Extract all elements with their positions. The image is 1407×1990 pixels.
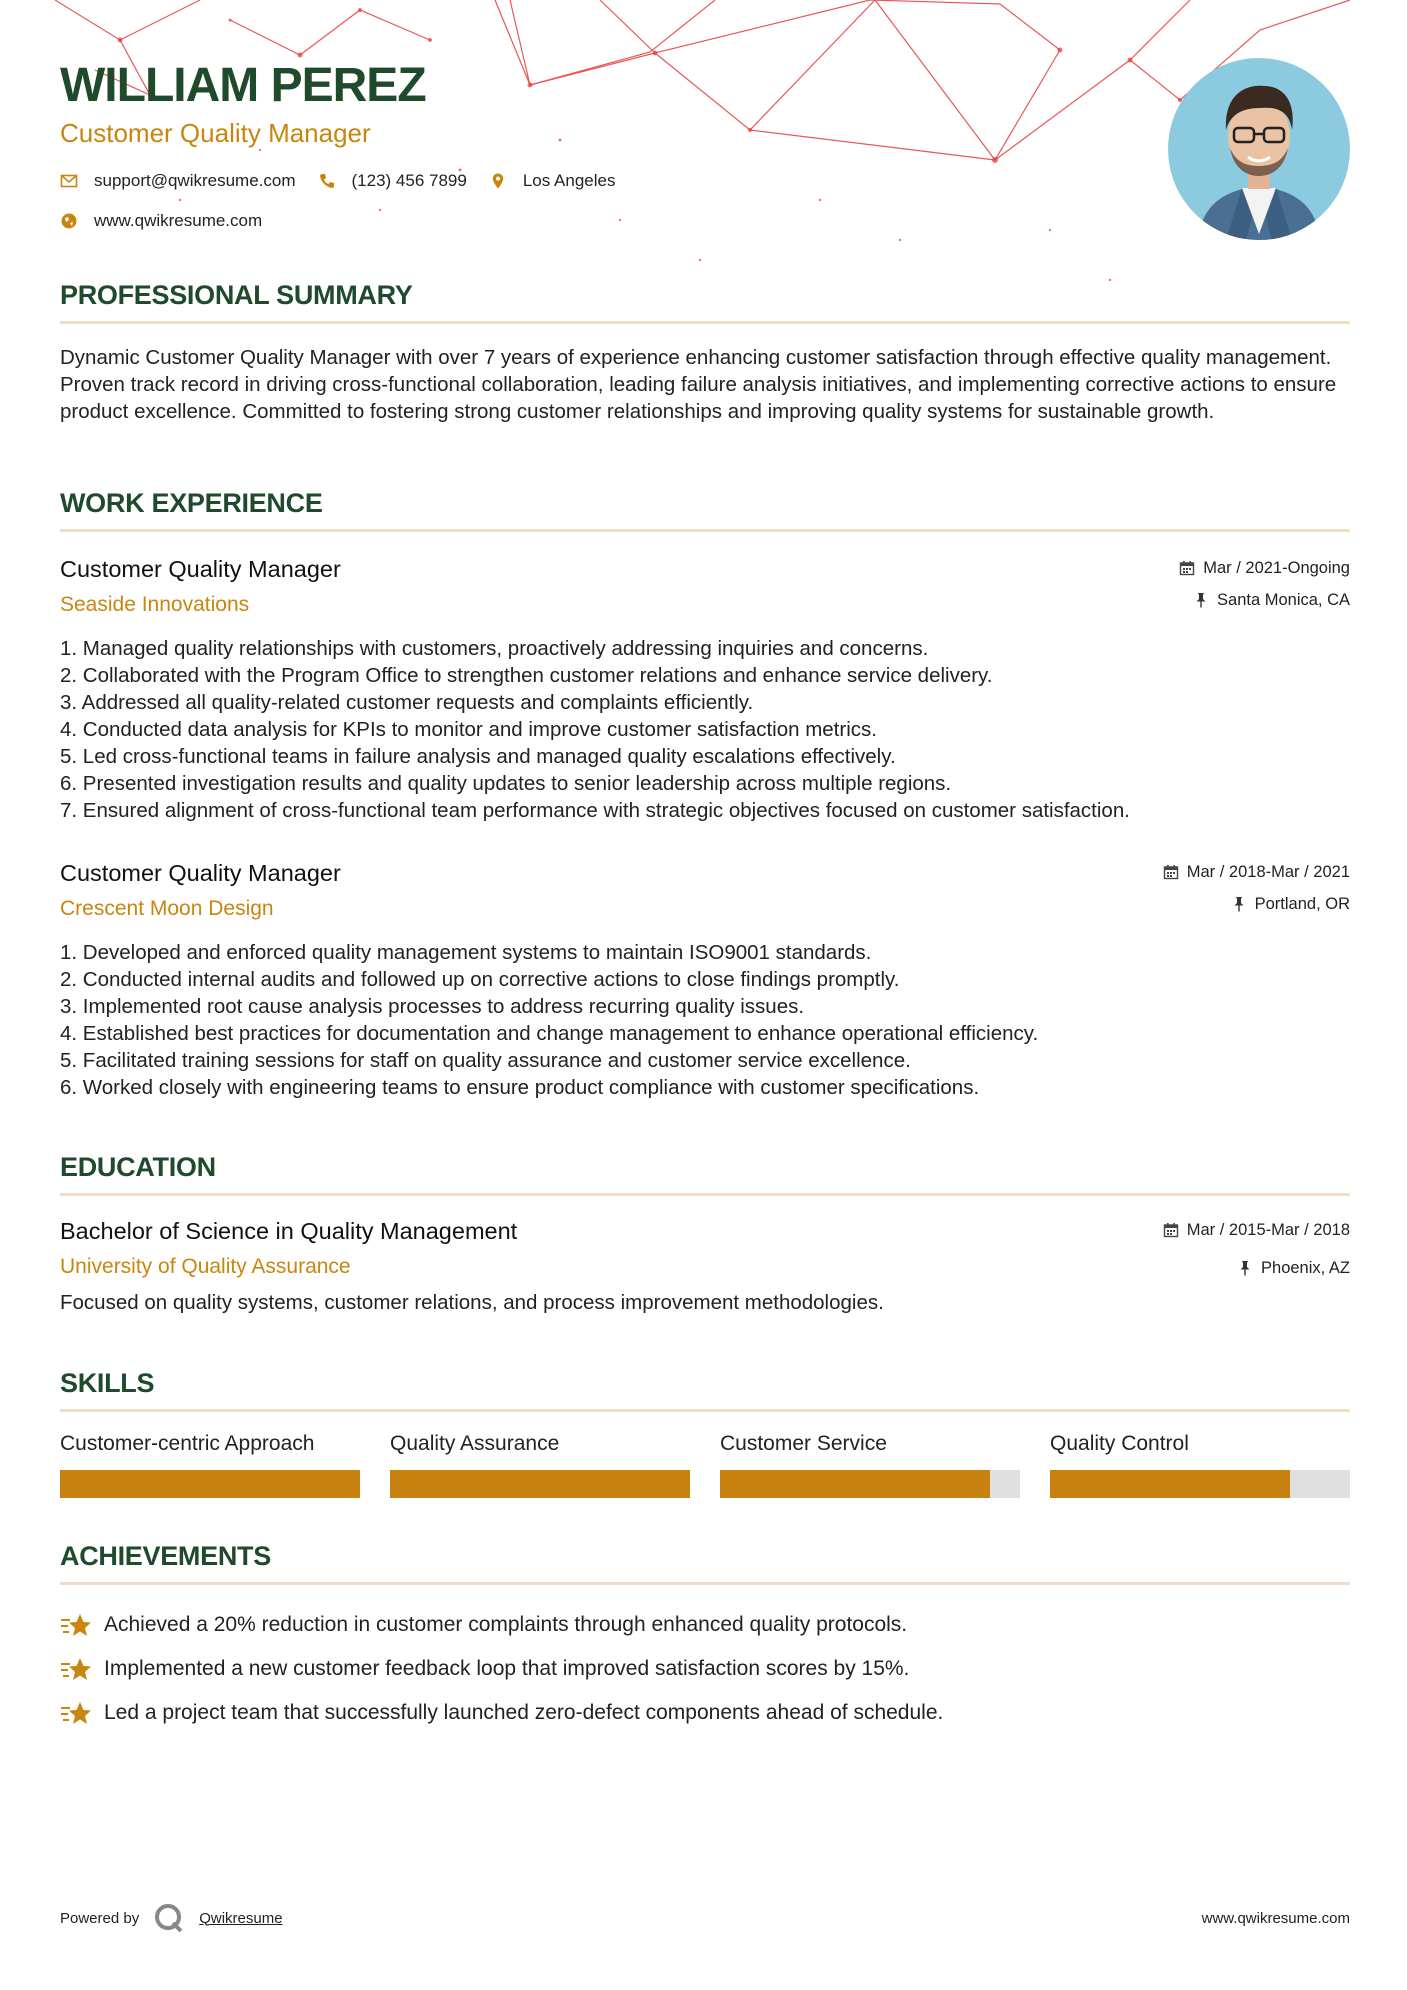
skill-bar — [60, 1470, 360, 1498]
skill-label: Customer Service — [720, 1432, 887, 1455]
education-entry — [60, 1218, 1350, 1315]
job-location — [1163, 894, 1350, 914]
job-title: Customer Quality Manager — [60, 556, 341, 582]
contact-email[interactable] — [60, 171, 296, 191]
job-company: Seaside Innovations — [60, 593, 250, 616]
powered-by-label: Powered by — [60, 1909, 140, 1927]
contact-location — [489, 171, 616, 191]
list-item: 5. Led cross-functional teams in failure analysis and managed quality escalations effectively. — [60, 745, 896, 768]
contact-phone[interactable] — [318, 171, 467, 191]
achievement-item — [60, 1691, 1350, 1735]
skill-bar — [1050, 1470, 1350, 1498]
candidate-role: Customer Quality Manager — [60, 118, 371, 148]
skill-bar-fill — [720, 1470, 990, 1498]
contact-website[interactable] — [60, 211, 262, 231]
list-item: 3. Implemented root cause analysis processes to address recurring quality issues. — [60, 995, 805, 1018]
skill-label: Customer-centric Approach — [60, 1432, 315, 1455]
contact-row-website — [60, 211, 1350, 231]
powered-by — [60, 1902, 283, 1934]
achievement-text: Achieved a 20% reduction in customer complaints through enhanced quality protocols. — [104, 1613, 908, 1636]
job-dates — [1163, 862, 1350, 882]
job-dates-text: Mar / 2021-Ongoing — [1203, 558, 1350, 577]
education-description: Focused on quality systems, customer relations, and process improvement methodologies. — [60, 1291, 884, 1314]
phone-icon — [318, 172, 336, 190]
star-achievement-icon — [60, 1655, 92, 1683]
avatar — [1168, 58, 1350, 240]
skills-heading: SKILLS — [60, 1368, 1350, 1412]
education-location-text: Phoenix, AZ — [1261, 1258, 1350, 1277]
list-item: 1. Managed quality relationships with customers, proactively addressing inquiries and concerns. — [60, 637, 929, 660]
summary-heading: PROFESSIONAL SUMMARY — [60, 280, 1350, 324]
job-location-text: Portland, OR — [1254, 894, 1350, 913]
footer-url[interactable]: www.qwikresume.com — [1201, 1909, 1350, 1927]
list-item: 6. Worked closely with engineering teams to ensure product compliance with customer specifications. — [60, 1076, 980, 1099]
list-item: 4. Established best practices for documentation and change management to enhance operational efficiency. — [60, 1022, 1039, 1045]
resume-header — [60, 60, 1350, 250]
job-duties — [60, 635, 1350, 824]
job-dates — [1179, 558, 1350, 578]
list-item: 4. Conducted data analysis for KPIs to monitor and improve customer satisfaction metrics. — [60, 718, 877, 741]
calendar-icon — [1179, 560, 1195, 576]
achievement-item — [60, 1603, 1350, 1647]
experience-heading: WORK EXPERIENCE — [60, 488, 1350, 532]
map-pin-icon — [489, 172, 507, 190]
degree-title: Bachelor of Science in Quality Management — [60, 1218, 518, 1244]
pushpin-icon — [1231, 896, 1247, 912]
summary-text: Dynamic Customer Quality Manager with over 7 years of experience enhancing customer satisfaction through effective quality management. Proven track record in driving cross-functional collaboration, leading failure analysis initiatives, and implementing corrective actions to ensure product excellence. Committed to fostering strong customer relationships and improving quality systems for sustainable growth. — [60, 346, 1337, 423]
candidate-name: WILLIAM PEREZ — [60, 59, 426, 112]
skill-bar — [720, 1470, 1020, 1498]
skill-item — [60, 1432, 360, 1498]
education-heading: EDUCATION — [60, 1152, 1350, 1196]
pushpin-icon — [1193, 592, 1209, 608]
skills-section — [60, 1368, 1350, 1498]
email-text: support@qwikresume.com — [94, 171, 296, 190]
education-location — [1163, 1258, 1350, 1278]
qwikresume-logo-icon — [153, 1902, 185, 1934]
job-entry — [60, 556, 1350, 824]
star-achievement-icon — [60, 1611, 92, 1639]
school-name: University of Quality Assurance — [60, 1255, 351, 1278]
list-item: 2. Conducted internal audits and followed up on corrective actions to close findings promptly. — [60, 968, 900, 991]
job-title: Customer Quality Manager — [60, 860, 341, 886]
skill-item — [720, 1432, 1020, 1498]
profile-photo — [1168, 58, 1350, 240]
skills-list — [60, 1432, 1350, 1498]
list-item: 1. Developed and enforced quality management systems to maintain ISO9001 standards. — [60, 941, 872, 964]
list-item: 2. Collaborated with the Program Office to strengthen customer relations and enhance service delivery. — [60, 664, 993, 687]
education-section — [60, 1152, 1350, 1315]
skill-item — [1050, 1432, 1350, 1498]
job-location-text: Santa Monica, CA — [1217, 590, 1350, 609]
achievement-text: Led a project team that successfully launched zero-defect components ahead of schedule. — [104, 1701, 944, 1724]
job-meta — [1179, 558, 1350, 610]
envelope-icon — [60, 172, 78, 190]
skill-bar — [390, 1470, 690, 1498]
calendar-icon — [1163, 864, 1179, 880]
achievements-heading: ACHIEVEMENTS — [60, 1541, 1350, 1585]
achievements-section — [60, 1541, 1350, 1735]
list-item: 7. Ensured alignment of cross-functional team performance with strategic objectives focused on customer satisfaction. — [60, 799, 1130, 822]
website-text: www.qwikresume.com — [94, 211, 263, 230]
calendar-icon — [1163, 1222, 1179, 1238]
summary-section — [60, 280, 1350, 425]
achievement-text: Implemented a new customer feedback loop that improved satisfaction scores by 15%. — [104, 1657, 910, 1680]
job-entry — [60, 860, 1350, 1101]
achievements-list — [60, 1603, 1350, 1735]
contact-row — [60, 171, 1350, 191]
education-dates — [1163, 1220, 1350, 1240]
job-company: Crescent Moon Design — [60, 897, 274, 920]
job-location — [1179, 590, 1350, 610]
education-meta — [1163, 1220, 1350, 1278]
footer — [60, 1898, 1350, 1938]
achievement-item — [60, 1647, 1350, 1691]
job-dates-text: Mar / 2018-Mar / 2021 — [1186, 862, 1350, 881]
skill-item — [390, 1432, 690, 1498]
job-duties — [60, 939, 1350, 1101]
education-dates-text: Mar / 2015-Mar / 2018 — [1186, 1220, 1350, 1239]
location-text: Los Angeles — [522, 171, 616, 190]
globe-icon — [60, 212, 78, 230]
skill-label: Quality Control — [1050, 1432, 1189, 1455]
job-meta — [1163, 862, 1350, 914]
qwikresume-link[interactable]: Qwikresume — [199, 1909, 283, 1927]
skill-bar-fill — [390, 1470, 690, 1498]
star-achievement-icon — [60, 1699, 92, 1727]
skill-label: Quality Assurance — [390, 1432, 560, 1455]
skill-bar-fill — [1050, 1470, 1290, 1498]
phone-text: (123) 456 7899 — [351, 171, 467, 190]
skill-bar-fill — [60, 1470, 360, 1498]
list-item: 5. Facilitated training sessions for staff on quality assurance and customer service excellence. — [60, 1049, 911, 1072]
list-item: 6. Presented investigation results and quality updates to senior leadership across multiple regions. — [60, 772, 952, 795]
list-item: 3. Addressed all quality-related customer requests and complaints efficiently. — [60, 691, 754, 714]
experience-section — [60, 488, 1350, 1101]
pushpin-icon — [1237, 1260, 1253, 1276]
